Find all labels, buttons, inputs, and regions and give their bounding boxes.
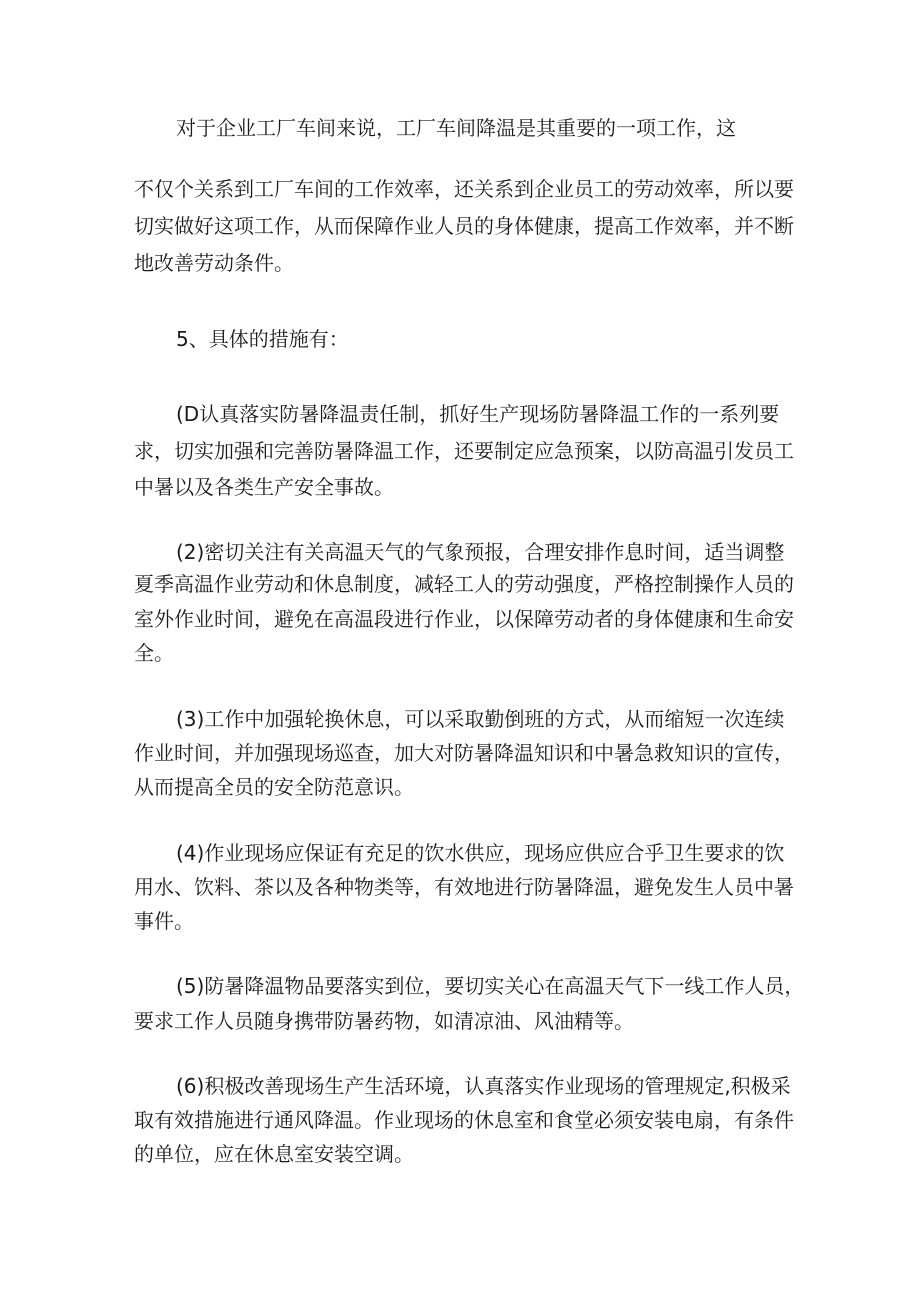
item-5-line-1: (5)防暑降温物品要落实到位，要切实关心在高温天气下一线工作人员， [176,974,805,998]
item-6-line-3: 的单位，应在休息室安装空调。 [134,1142,414,1166]
item-4-line-2: 用水、饮料、茶以及各种物类等，有效地进行防暑降温，避免发生人员中暑 [134,875,794,899]
intro-line-4: 地改善劳动条件。 [134,251,294,275]
item-1-line-2: 求，切实加强和完善防暑降温工作，还要制定应急预案，以防高温引发员工 [134,439,794,463]
item-1-line-3: 中暑以及各类生产安全事故。 [134,475,394,499]
intro-line-3: 切实做好这项工作，从而保障作业人员的身体健康，提高工作效率，并不断 [134,214,794,238]
item-3-line-3: 从而提高全员的安全防范意识。 [134,775,414,799]
item-4-line-1: (4)作业现场应保证有充足的饮水供应，现场应供应合乎卫生要求的饮 [176,841,785,865]
item-6-line-1: (6)积极改善现场生产生活环境，认真落实作业现场的管理规定,积极采 [176,1074,791,1098]
item-5-line-2: 要求工作人员随身携带防暑药物，如清凉油、风油精等。 [134,1009,634,1033]
item-6-line-2: 取有效措施进行通风降温。作业现场的休息室和食堂必须安装电扇，有条件 [134,1108,794,1132]
intro-line-1: 对于企业工厂车间来说，工厂车间降温是其重要的一项工作，这 [176,116,736,140]
intro-line-2: 不仅个关系到工厂车间的工作效率，还关系到企业员工的劳动效率，所以要 [134,177,794,201]
item-1-line-1: (D认真落实防暑降温责任制，抓好生产现场防暑降温工作的一系列要 [176,402,780,426]
item-2-line-3: 室外作业时间，避免在高温段进行作业，以保障劳动者的身体健康和生命安 [134,607,794,631]
item-3-line-2: 作业时间，并加强现场巡查，加大对防暑降温知识和中暑急救知识的宣传， [134,741,794,765]
item-3-line-1: (3)工作中加强轮换休息，可以采取勤倒班的方式，从而缩短一次连续 [176,707,785,731]
item-2-line-2: 夏季高温作业劳动和休息制度，减轻工人的劳动强度，严格控制操作人员的 [134,572,794,596]
item-2-line-4: 全。 [134,641,174,665]
item-2-line-1: (2)密切关注有关高温天气的气象预报，合理安排作息时间，适当调整 [176,540,785,564]
item-4-line-3: 事件。 [134,909,194,933]
section-heading: 5、具体的措施有： [176,327,349,351]
